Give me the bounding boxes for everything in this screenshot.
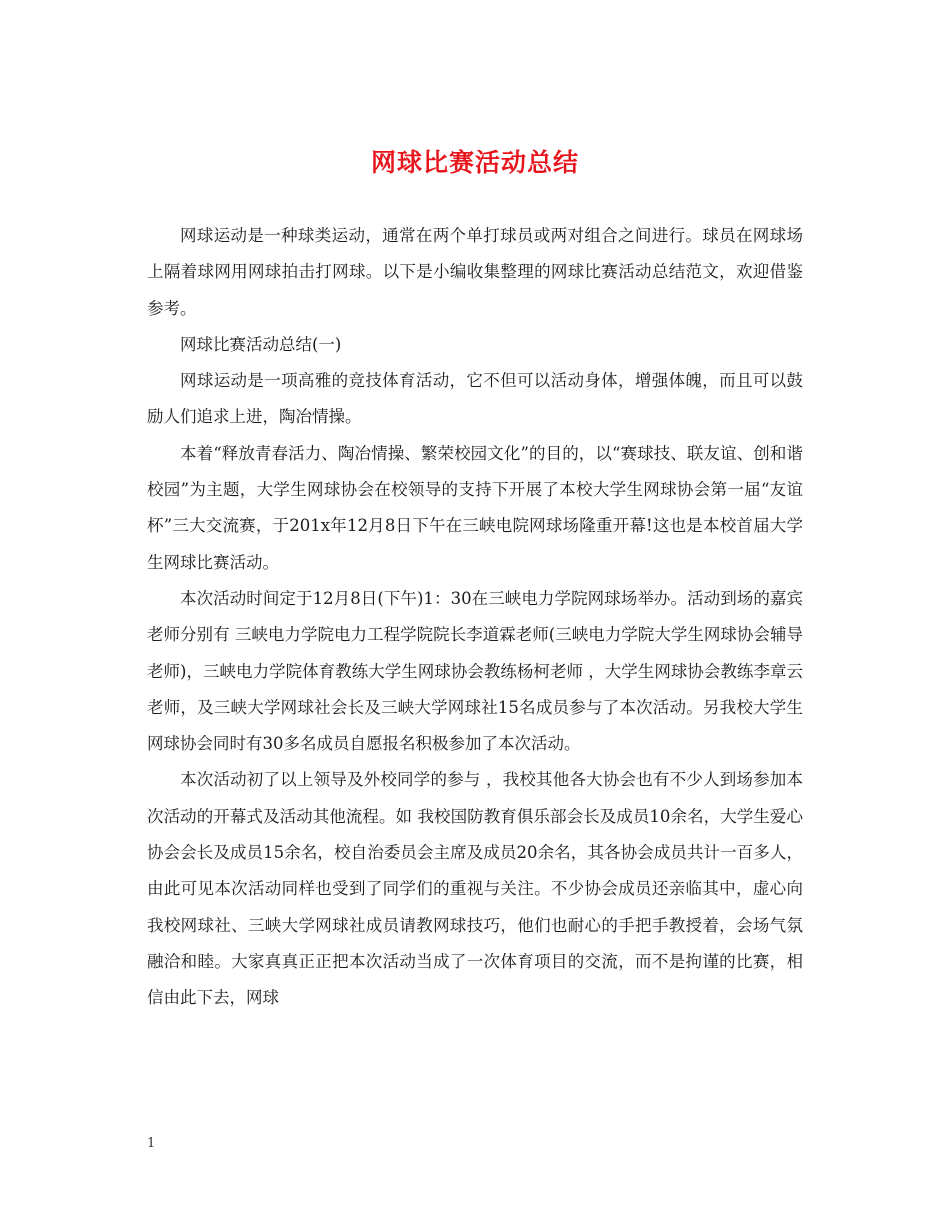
paragraph-2: 本着“释放青春活力、陶冶情操、繁荣校园文化”的目的，以“赛球技、联友谊、创和谐校园”为主题，大学生网球协会在校领导的支持下开展了本校大学生网球协会第一届“友谊杯”三大交流赛，于201x年12月8日下午在三峡电院网球场隆重开幕!这也是本校首届大学生网球比赛活动。 bbox=[147, 443, 803, 572]
paragraph-4: 本次活动初了以上领导及外校同学的参与 ，我校其他各大协会也有不少人到场参加本次活动的开幕式及活动其他流程。如 我校国防教育俱乐部会长及成员10余名，大学生爱心协会会长及成员15余名，校自治委员会主席及成员20余名，其各协会成员共计一百多人，由此可见本次活动同样也受到了同学们的重视与关注。不少协会成员还亲临其中，虚心向我校网球社、三峡大学网球社成员请教网球技巧，他们也耐心的手把手教授着，会场气氛融洽和睦。大家真真正正把本次活动当成了一次体育项目的交流，而不是拘谨的比赛，相信由此下去，网球 bbox=[147, 770, 803, 1008]
document-title: 网球比赛活动总结 bbox=[370, 148, 579, 177]
paragraph-3: 本次活动时间定于12月8日(下午)1：30在三峡电力学院网球场举办。活动到场的嘉宾老师分别有 三峡电力学院电力工程学院院长李道霖老师(三峡电力学院大学生网球协会辅导老师)，三峡电力学院体育教练大学生网球协会教练杨柯老师 ，大学生网球协会教练李章云老师，及三峡大学网球社会长及三峡大学网球社15名成员参与了本次活动。另我校大学生网球协会同时有30多名成员自愿报名积极参加了本次活动。 bbox=[147, 588, 803, 754]
paragraph-intro: 网球运动是一种球类运动，通常在两个单打球员或两对组合之间进行。球员在网球场上隔着球网用网球拍击打网球。以下是小编收集整理的网球比赛活动总结范文，欢迎借鉴参考。 bbox=[147, 226, 803, 318]
page-number: 1 bbox=[147, 1136, 156, 1151]
section-heading: 网球比赛活动总结(一) bbox=[180, 334, 342, 354]
document-body bbox=[147, 218, 803, 1017]
paragraph-1: 网球运动是一项高雅的竞技体育活动，它不但可以活动身体，增强体魄，而且可以鼓励人们追求上进，陶冶情操。 bbox=[147, 371, 803, 427]
